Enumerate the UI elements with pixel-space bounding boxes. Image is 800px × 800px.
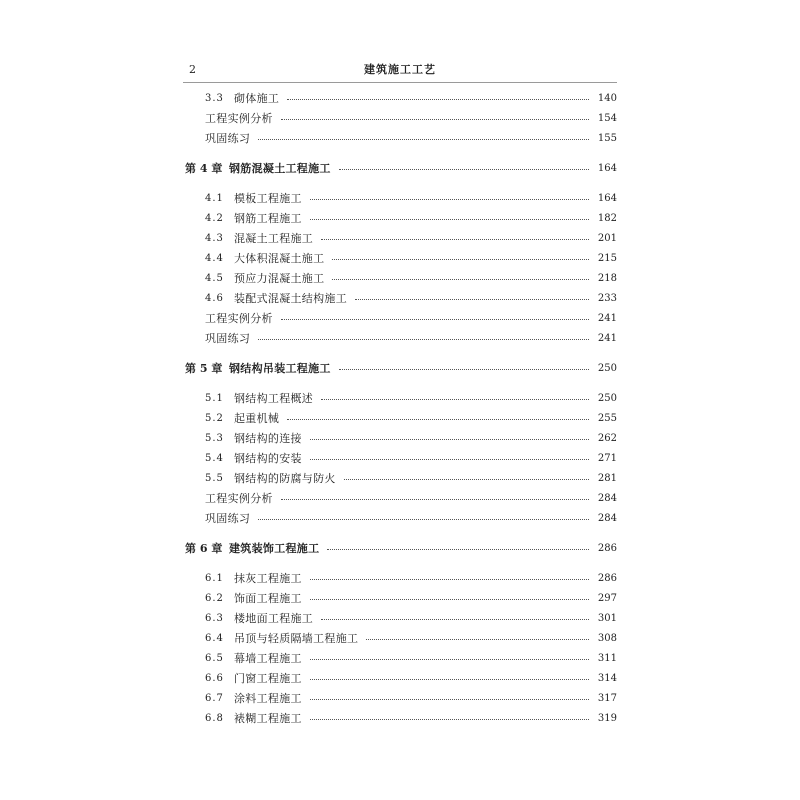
- toc-entry: [183, 649, 617, 669]
- page-number: 319: [597, 713, 617, 724]
- dot-leader: [321, 239, 589, 240]
- dot-leader: [310, 459, 589, 460]
- entry-title: 工程实例分析: [205, 492, 273, 505]
- page-number: 241: [597, 313, 617, 324]
- entry-title: 抹灰工程施工: [234, 572, 302, 585]
- chapter-title: 钢结构吊装工程施工: [229, 362, 331, 375]
- page-number: 201: [597, 233, 617, 244]
- chapter-heading: [183, 359, 617, 379]
- page-number: 297: [597, 593, 617, 604]
- chapter-title: 建筑装饰工程施工: [229, 542, 320, 555]
- dot-leader: [258, 139, 589, 140]
- toc-entry: [183, 509, 617, 529]
- section-number: 6.7: [205, 693, 224, 704]
- dot-leader: [310, 599, 589, 600]
- section-number: 6.4: [205, 633, 224, 644]
- toc-entry: [183, 569, 617, 589]
- section-number: 4.4: [205, 253, 224, 264]
- section-number: 4.5: [205, 273, 224, 284]
- section-number: 4.6: [205, 293, 224, 304]
- page-number: 284: [597, 493, 617, 504]
- dot-leader: [281, 119, 589, 120]
- page-number: 262: [597, 433, 617, 444]
- toc-entry: [183, 109, 617, 129]
- entry-title: 钢结构的安装: [234, 452, 302, 465]
- dot-leader: [310, 699, 589, 700]
- entry-title: 钢筋工程施工: [234, 212, 302, 225]
- dot-leader: [310, 679, 589, 680]
- entry-title: 砌体施工: [234, 92, 280, 105]
- dot-leader: [287, 99, 589, 100]
- section-number: 4.3: [205, 233, 224, 244]
- section-number: 4.1: [205, 193, 224, 204]
- toc-entry: [183, 449, 617, 469]
- page-number: 250: [597, 393, 617, 404]
- entry-title: 裱糊工程施工: [234, 712, 302, 725]
- page-number: 255: [597, 413, 617, 424]
- dot-leader: [310, 579, 589, 580]
- entry-title: 混凝土工程施工: [234, 232, 314, 245]
- toc-entry: [183, 489, 617, 509]
- section-number: 6.1: [205, 573, 224, 584]
- dot-leader: [287, 419, 589, 420]
- entry-title: 巩固练习: [205, 332, 251, 345]
- dot-leader: [258, 519, 589, 520]
- section-number: 4.2: [205, 213, 224, 224]
- entry-title: 工程实例分析: [205, 312, 273, 325]
- section-number: 5.2: [205, 413, 224, 424]
- toc-entry: [183, 269, 617, 289]
- toc-entry: [183, 629, 617, 649]
- toc-entry: [183, 249, 617, 269]
- dot-leader: [321, 399, 589, 400]
- toc-entry: [183, 389, 617, 409]
- dot-leader: [339, 169, 589, 170]
- entry-title: 涂料工程施工: [234, 692, 302, 705]
- chapter-heading: [183, 539, 617, 559]
- dot-leader: [310, 199, 589, 200]
- toc-entry: [183, 209, 617, 229]
- page-number: 286: [597, 543, 617, 554]
- page-number: 233: [597, 293, 617, 304]
- section-number: 3.3: [205, 93, 224, 104]
- page-number: 215: [597, 253, 617, 264]
- chapter-label: 第 4 章: [185, 162, 223, 175]
- entry-title: 巩固练习: [205, 512, 251, 525]
- page-number: 155: [597, 133, 617, 144]
- section-number: 5.1: [205, 393, 224, 404]
- toc-entry: [183, 409, 617, 429]
- entry-title: 钢结构的防腐与防火: [234, 472, 336, 485]
- section-number: 6.6: [205, 673, 224, 684]
- dot-leader: [310, 719, 589, 720]
- page-number: 218: [597, 273, 617, 284]
- dot-leader: [366, 639, 589, 640]
- entry-title: 模板工程施工: [234, 192, 302, 205]
- toc-entry: [183, 129, 617, 149]
- page-number: 250: [597, 363, 617, 374]
- entry-title: 预应力混凝土施工: [234, 272, 325, 285]
- page-number: 271: [597, 453, 617, 464]
- toc-entry: [183, 429, 617, 449]
- dot-leader: [310, 219, 589, 220]
- toc-entry: [183, 689, 617, 709]
- dot-leader: [332, 279, 589, 280]
- page-number: 308: [597, 633, 617, 644]
- toc-entry: [183, 309, 617, 329]
- section-number: 5.4: [205, 453, 224, 464]
- entry-title: 幕墙工程施工: [234, 652, 302, 665]
- page-number: 164: [597, 163, 617, 174]
- section-number: 6.3: [205, 613, 224, 624]
- toc-entry: [183, 589, 617, 609]
- toc-entry: [183, 229, 617, 249]
- page-number: 317: [597, 693, 617, 704]
- entry-title: 吊顶与轻质隔墙工程施工: [234, 632, 359, 645]
- header-page-number: 2: [189, 63, 196, 76]
- toc-entry: [183, 89, 617, 109]
- dot-leader: [281, 319, 589, 320]
- page-number: 241: [597, 333, 617, 344]
- page-number: 140: [597, 93, 617, 104]
- entry-title: 饰面工程施工: [234, 592, 302, 605]
- dot-leader: [321, 619, 589, 620]
- page-number: 286: [597, 573, 617, 584]
- chapter-title: 钢筋混凝土工程施工: [229, 162, 331, 175]
- section-number: 6.2: [205, 593, 224, 604]
- entry-title: 钢结构工程概述: [234, 392, 314, 405]
- dot-leader: [344, 479, 589, 480]
- page-number: 314: [597, 673, 617, 684]
- toc-entry: [183, 289, 617, 309]
- page-number: 281: [597, 473, 617, 484]
- running-header: [183, 62, 617, 78]
- toc-entry: [183, 469, 617, 489]
- toc-entry: [183, 189, 617, 209]
- toc-entry: [183, 329, 617, 349]
- dot-leader: [310, 659, 589, 660]
- chapter-heading: [183, 159, 617, 179]
- page-number: 182: [597, 213, 617, 224]
- toc-list: [183, 89, 617, 729]
- dot-leader: [258, 339, 589, 340]
- dot-leader: [332, 259, 589, 260]
- header-book-title: 建筑施工工艺: [364, 63, 436, 76]
- entry-title: 工程实例分析: [205, 112, 273, 125]
- dot-leader: [355, 299, 589, 300]
- dot-leader: [327, 549, 589, 550]
- section-number: 6.5: [205, 653, 224, 664]
- header-rule: [183, 82, 617, 83]
- chapter-label: 第 5 章: [185, 362, 223, 375]
- chapter-label: 第 6 章: [185, 542, 223, 555]
- entry-title: 楼地面工程施工: [234, 612, 314, 625]
- toc-entry: [183, 709, 617, 729]
- toc-entry: [183, 609, 617, 629]
- page-number: 164: [597, 193, 617, 204]
- entry-title: 大体积混凝土施工: [234, 252, 325, 265]
- page-number: 154: [597, 113, 617, 124]
- entry-title: 巩固练习: [205, 132, 251, 145]
- page-number: 301: [597, 613, 617, 624]
- section-number: 5.3: [205, 433, 224, 444]
- entry-title: 起重机械: [234, 412, 280, 425]
- book-page: [183, 0, 617, 800]
- entry-title: 门窗工程施工: [234, 672, 302, 685]
- page-number: 284: [597, 513, 617, 524]
- dot-leader: [339, 369, 589, 370]
- toc-entry: [183, 669, 617, 689]
- dot-leader: [281, 499, 589, 500]
- page-number: 311: [597, 653, 617, 664]
- section-number: 5.5: [205, 473, 224, 484]
- section-number: 6.8: [205, 713, 224, 724]
- entry-title: 钢结构的连接: [234, 432, 302, 445]
- dot-leader: [310, 439, 589, 440]
- entry-title: 装配式混凝土结构施工: [234, 292, 347, 305]
